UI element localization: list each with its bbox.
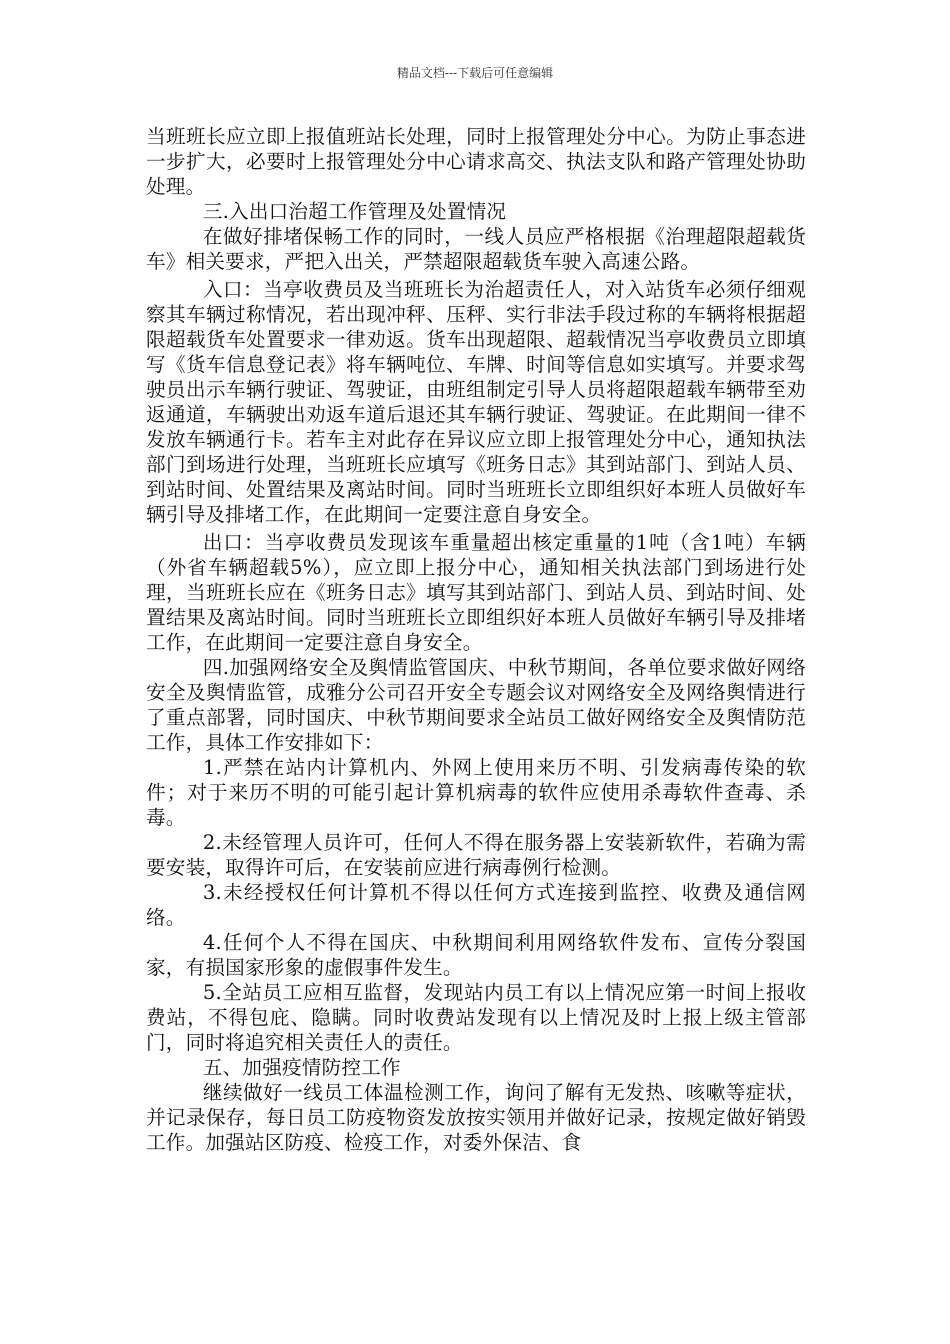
section-heading-4: 四.加强网络安全及舆情监管国庆、中秋节期间，各单位要求做好网络安全及舆情监管，成雅分公司召开安全专题会议对网络安全及网络舆情进行了重点部署，同时国庆、中秋节期间要求全站员工做好网络安全及舆情防范工作，具体工作安排如下： <box>146 656 806 754</box>
list-item-4: 4.任何个人不得在国庆、中秋期间利用网络软件发布、宣传分裂国家，有损国家形象的虚假事件发生。 <box>146 931 806 979</box>
list-item-5: 5.全站员工应相互监督，发现站内员工有以上情况应第一时间上报收费站，不得包庇、隐瞒。同时收费站发现有以上情况及时上报上级主管部门，同时将追究相关责任人的责任。 <box>146 981 806 1054</box>
paragraph-epidemic: 继续做好一线员工体温检测工作，询问了解有无发热、咳嗽等症状，并记录保存，每日员工防疫物资发放按实领用并做好记录，按规定做好销毁工作。加强站区防疫、检疫工作，对委外保洁、食 <box>146 1081 806 1154</box>
list-item-2: 2.未经管理人员许可，任何人不得在服务器上安装新软件，若确为需要安装，取得许可后，在安装前应进行病毒例行检测。 <box>146 831 806 879</box>
list-item-3: 3.未经授权任何计算机不得以任何方式连接到监控、收费及通信网络。 <box>146 881 806 929</box>
page-header: 精品文档---下载后可任意编辑 <box>396 66 554 80</box>
section-heading-5: 五、加强疫情防控工作 <box>202 1056 401 1079</box>
paragraph-exit: 出口：当亭收费员发现该车重量超出核定重量的1吨（含1吨）车辆（外省车辆超载5%），应立即上报分中心，通知相关执法部门到场进行处理，当班班长应在《班务日志》填写其到站部门、到站人员、到站时间、处置结果及离站时间。同时当班班长立即组织好本班人员做好车辆引导及排堵工作，在此期间一定要注意自身安全。 <box>146 531 806 654</box>
paragraph-continuation: 当班班长应立即上报值班站长处理，同时上报管理处分中心。为防止事态进一步扩大，必要时上报管理处分中心请求高交、执法支队和路产管理处协助处理。 <box>146 125 806 198</box>
list-item-1: 1.严禁在站内计算机内、外网上使用来历不明、引发病毒传染的软件；对于来历不明的可能引起计算机病毒的软件应使用杀毒软件查毒、杀毒。 <box>146 756 806 829</box>
paragraph-overload-intro: 在做好排堵保畅工作的同时，一线人员应严格根据《治理超限超载货车》相关要求，严把入出关，严禁超限超载货车驶入高速公路。 <box>146 225 806 273</box>
document-body <box>146 124 806 1155</box>
paragraph-entrance: 入口：当亭收费员及当班班长为治超责任人，对入站货车必须仔细观察其车辆过称情况，若出现冲秤、压秤、实行非法手段过称的车辆将根据超限超载货车处置要求一律劝返。货车出现超限、超载情况当亭收费员立即填写《货车信息登记表》将车辆吨位、车牌、时间等信息如实填写。并要求驾驶员出示车辆行驶证、驾驶证，由班组制定引导人员将超限超载车辆带至劝返通道，车辆驶出劝返车道后退还其车辆行驶证、驾驶证。在此期间一律不发放车辆通行卡。若车主对此存在异议应立即上报管理处分中心，通知执法部门到场进行处理，当班班长应填写《班务日志》其到站部门、到站人员、到站时间、处置结果及离站时间。同时当班班长立即组织好本班人员做好车辆引导及排堵工作，在此期间一定要注意自身安全。 <box>146 278 806 526</box>
section-heading-3: 三.入出口治超工作管理及处置情况 <box>202 200 507 223</box>
